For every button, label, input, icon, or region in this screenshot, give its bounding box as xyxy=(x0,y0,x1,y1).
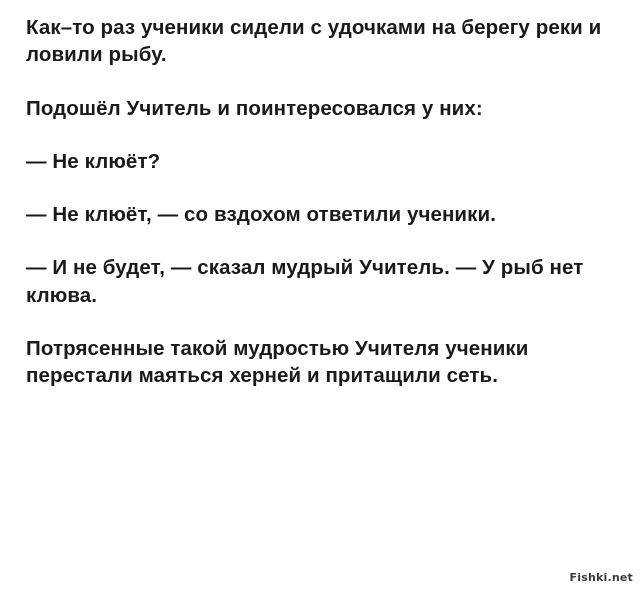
paragraph-question: — Не клюёт? xyxy=(26,149,161,173)
paragraph-teacher-approach: Подошёл Учитель и поинтересовался у них: xyxy=(26,96,483,120)
paragraph-conclusion: Потрясенные такой мудростью Учителя ученики перестали маяться херней и притащили сеть. xyxy=(26,336,529,387)
site-watermark: Fishki.net xyxy=(569,571,633,584)
paragraph-answer: — Не клюёт, — со вздохом ответили ученики. xyxy=(26,203,496,226)
paragraph-intro: Как–то раз ученики сидели с удочками на берегу реки и ловили рыбу. xyxy=(26,16,602,67)
paragraph-punchline: — И не будет, — сказал мудрый Учитель. — У рыб нет клюва. xyxy=(26,256,584,307)
